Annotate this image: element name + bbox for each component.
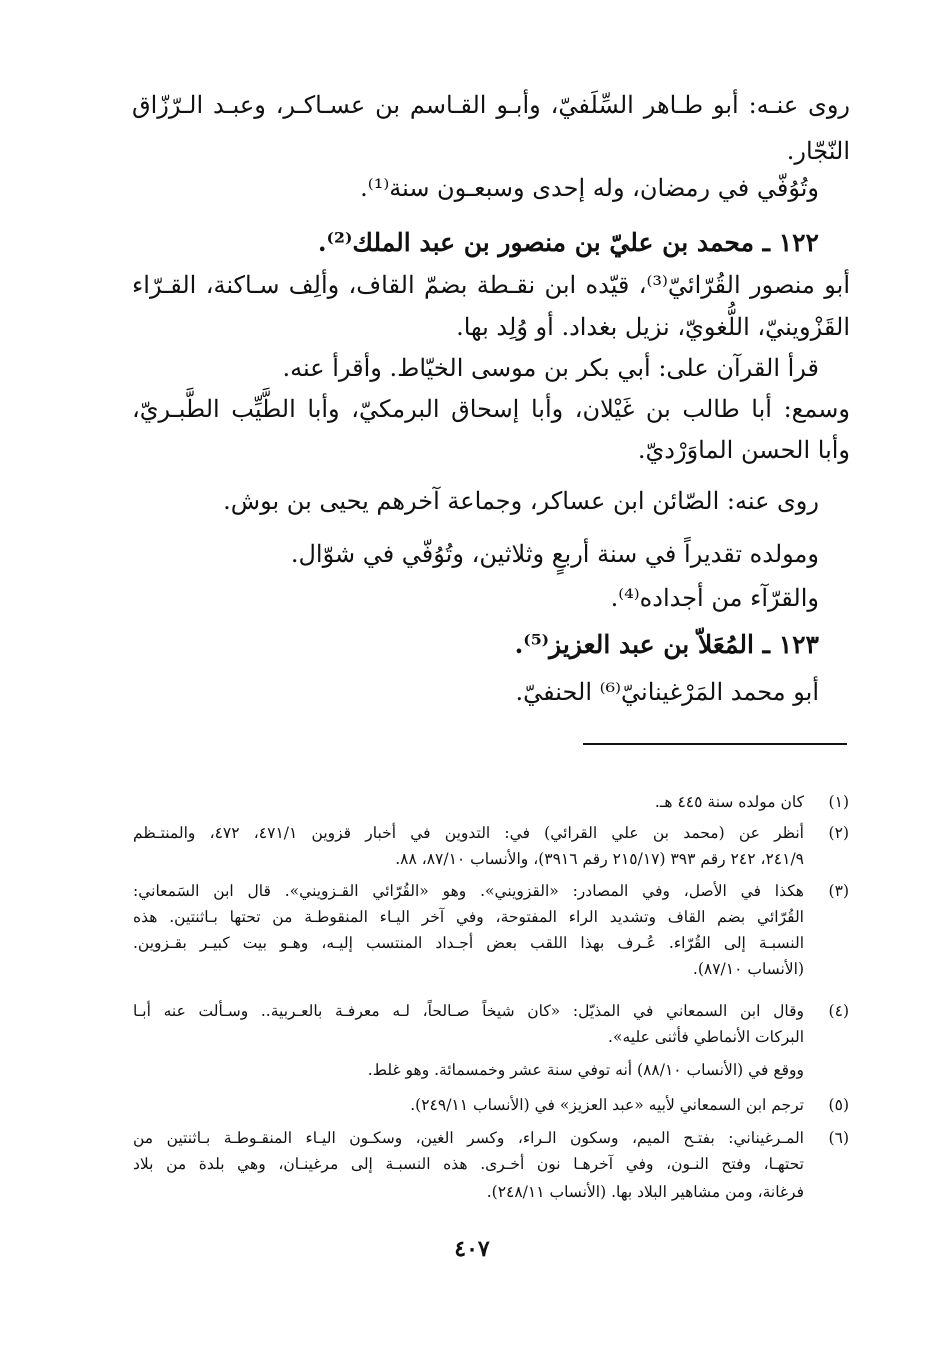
entry-122-heard: وسمع: أبا طالب بن غَيْلان، وأبا إسحاق البرمكيّ، وأبا الطَّيِّب الطَّبـريّ، [132,395,850,423]
entry-122-teacher: قرأ القرآن على: أبي بكر بن موسى الخيّاط. وأقرأ عنه. [282,354,819,382]
entry-122-narrators: روى عنه: الصّائن ابن عساكر، وجماعة آخرهم يحيى بن بوش. [223,487,819,515]
footnote-4-text-cont: ووقع في (الأنساب ٨٨/١٠) أنه توفي سنة عشر وخمسمائة. وهو غلط. [367,1061,804,1079]
footnote-3-text: هكذا في الأصل، وفي المصادر: «القزويني». وهو «القُرّائي القـزويني». قال ابن السَمعاني: [133,882,804,900]
entry-123-heading: ١٢٣ ـ المُعَلاّ بن عبد العزيز⁽⁵⁾. [514,630,819,659]
footnote-3-text-cont: القُرّائي بضم القاف وتشديد الراء المفتوحة، وفي آخر اليـاء المنقوطـة من تحتها بـاثنتين. هذه [133,908,804,926]
entry-122-heading: ١٢٢ ـ محمد بن عليّ بن منصور بن عبد الملك⁽²⁾. [317,228,819,257]
footnote-1-number: (١) [828,793,849,811]
footnote-6-text-cont: فرغانة، ومن مشاهير البلاد بها. (الأنساب ٢٤٨/١١). [486,1183,804,1201]
footnote-separator [583,743,847,745]
footnote-4-text: وقال ابن السمعاني في المذيّل: «كان شيخاً صـالحاً، لـه معرفـة بالعـربية.. وسـألت عنه أبـا [133,1002,804,1020]
entry-122-nisba: أبو منصور القُرّائيّ⁽³⁾، قيّده ابن نقـطة بضمّ القاف، وألِف سـاكنة، القـرّاء [132,271,850,299]
page-number: ٤٠٧ [454,1236,490,1262]
entry-122-heard-cont: وأبا الحسن الماوَرْديّ. [637,436,850,464]
footnote-6-number: (٦) [828,1129,849,1147]
footnote-4-number: (٤) [828,1002,849,1020]
footnote-2-number: (٢) [828,824,849,842]
entry-122-nisba-cont: القَزْوينيّ، اللُّغويّ، نزيل بغداد. أو وُلِد بها. [456,313,850,341]
footnote-2-text: أنظر عن (محمد بن علي القرائي) في: التدوين في أخبار قزوين ٤٧١/١، ٤٧٢، والمنتـظم [133,824,804,842]
entry-123-nisba: أبو محمد المَرْغينانيّ⁽⁶⁾ الحنفيّ. [515,678,819,706]
entry-121-death: وتُوُفّي في رمضان، وله إحدى وسبعـون سنة⁽¹⁾. [360,174,819,202]
footnote-3-text-cont: (الأنساب ٨٧/١٠). [692,960,804,978]
footnote-6-text: المـرغيناني: بفتـح الميم، وسكون الـراء، وكسر الغين، وسكـون اليـاء المنقـوطـة بـاثنتين من [133,1129,804,1147]
entry-122-ancestors: والقرّآء من أجداده⁽⁴⁾. [610,584,819,612]
entry-122-birth-death: ومولده تقديراً في سنة أربعٍ وثلاثين، وتُوُفّي في شوّال. [290,540,819,568]
footnote-4-text-cont: البركات الأنماطي فأثنى عليه». [608,1028,804,1046]
footnote-6-text-cont: تحتهـا، وفتح النـون، وفي آخرهـا نون أخـرى. هذه النسبـة إلى مرغينـان، وهي بلدة من بلاد [133,1155,804,1173]
footnote-2-text-cont: ٢٤١/٩، ٢٤٢ رقم ٣٩٣ (٢١٥/١٧ رقم ٣٩١٦)، والأنساب ٨٧/١٠، ٨٨. [395,850,804,868]
entry-121-narrators: روى عنـه: أبو طـاهر السِّلَفيّ، وأبـو القـاسم بن عسـاكـر، وعبـد الـرّزّاق [132,91,850,119]
footnote-5-text: ترجم ابن السمعاني لأبيه «عبد العزيز» في (الأنساب ٢٤٩/١١). [410,1096,804,1114]
entry-121-narrators-cont: النّجّار. [786,137,850,165]
footnote-3-text-cont: النسبـة إلى القُرّاء. عُـرف بهذا اللقب بعض أجـداد المنتسب إليـه، وهـو بيت كبيـر بقـزوين. [133,934,804,952]
footnote-5-number: (٥) [828,1096,849,1114]
footnote-1-text: كان مولده سنة ٤٤٥ هـ. [654,793,804,811]
footnote-3-number: (٣) [828,882,849,900]
